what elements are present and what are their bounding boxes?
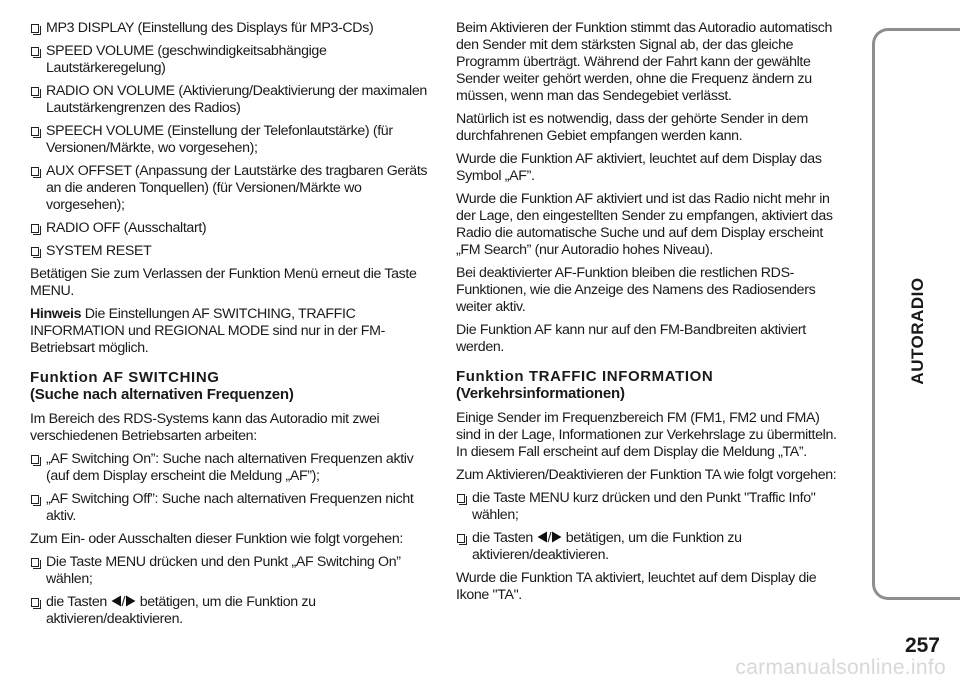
list-item: [30, 451, 428, 485]
checkbox-bullet-icon: [31, 247, 39, 256]
paragraph: Wurde die Funktion AF aktiviert, leuchtet auf dem Display das Symbol „AF”.: [456, 151, 822, 184]
list-item: [30, 123, 428, 157]
heading-line: Funktion TRAFFIC INFORMATION: [456, 368, 714, 385]
list-item: [456, 490, 838, 524]
checkbox-bullet-icon: [31, 87, 39, 96]
paragraph: Wurde die Funktion AF aktiviert und ist das Radio nicht mehr in der Lage, den eingestellten Sender zu empfangen, aktiviert das Radio die automatische Suche und auf dem Display erscheint „FM Search” (nur Autoradio hohes Niveau).: [456, 191, 833, 258]
paragraph: Bei deaktivierter AF-Funktion bleiben die restlichen RDS-Funktionen, wie die Anzeige des Namens des Radiosenders weiter aktiv.: [456, 265, 816, 315]
checkbox-bullet-icon: [31, 455, 39, 464]
step-post: betätigen, um die Funktion zu aktivieren/deaktivieren.: [46, 594, 316, 627]
list-item: [30, 163, 428, 214]
section-heading-af: [30, 369, 428, 403]
list-item: [30, 554, 428, 588]
step-pre: die Tasten: [472, 530, 533, 546]
list-item: [456, 530, 838, 564]
item-text: AUX OFFSET (Anpassung der Lautstärke des tragbaren Geräts an die anderen Tonquellen) (für Versionen/Märkte wo vorgesehen);: [46, 163, 428, 213]
list-item: [30, 594, 428, 628]
heading-line: (Suche nach alternativen Frequenzen): [30, 386, 294, 403]
checkbox-bullet-icon: [31, 558, 39, 567]
item-text: „AF Switching On”: Suche nach alternativen Frequenzen aktiv (auf dem Display erscheint die Meldung „AF”);: [46, 451, 414, 484]
ta-switch-intro: Zum Aktivieren/Deaktivieren der Funktion TA wie folgt vorgehen:: [456, 467, 837, 483]
page-number: 257: [904, 634, 940, 657]
checkbox-bullet-icon: [457, 494, 465, 503]
af-switch-intro: Zum Ein- oder Ausschalten dieser Funktion wie folgt vorgehen:: [30, 531, 403, 547]
checkbox-bullet-icon: [31, 495, 39, 504]
ta-end: Wurde die Funktion TA aktiviert, leuchtet auf dem Display die Ikone "TA".: [456, 570, 817, 603]
triangle-right-icon: [551, 531, 562, 543]
list-item: [30, 20, 428, 37]
item-text: „AF Switching Off”: Suche nach alternativen Frequenzen nicht aktiv.: [46, 491, 414, 524]
step-slash: /: [547, 530, 552, 546]
checkbox-bullet-icon: [31, 127, 39, 136]
item-text: RADIO OFF (Ausschaltart): [46, 220, 207, 236]
chapter-label: AUTORADIO: [907, 277, 927, 385]
checkbox-bullet-icon: [31, 24, 39, 33]
item-text: SYSTEM RESET: [46, 243, 152, 259]
list-item: [30, 83, 428, 117]
checkbox-bullet-icon: [31, 224, 39, 233]
item-text: SPEECH VOLUME (Einstellung der Telefonlautstärke) (für Versionen/Märkte, wo vorgesehen);: [46, 123, 393, 156]
item-text: SPEED VOLUME (geschwindigkeitsabhängige Lautstärkeregelung): [46, 43, 327, 76]
paragraph: Natürlich ist es notwendig, dass der gehörte Sender in dem durchfahrenen Gebiet empfangen werden kann.: [456, 111, 808, 144]
step-slash: /: [121, 594, 126, 610]
item-text: MP3 DISPLAY (Einstellung des Displays für MP3-CDs): [46, 20, 374, 36]
checkbox-bullet-icon: [31, 47, 39, 56]
paragraph: Die Funktion AF kann nur auf den FM-Bandbreiten aktiviert werden.: [456, 322, 806, 355]
heading-line: Funktion AF SWITCHING: [30, 369, 220, 386]
step-post: betätigen, um die Funktion zu aktivieren/deaktivieren.: [472, 530, 742, 563]
checkbox-bullet-icon: [457, 534, 465, 543]
triangle-left-icon: [111, 595, 122, 607]
exit-instruction: Betätigen Sie zum Verlassen der Funktion Menü erneut die Taste MENU.: [30, 266, 417, 299]
ta-intro: Einige Sender im Frequenzbereich FM (FM1, FM2 und FMA) sind in der Lage, Informationen zur Verkehrslage zu übermitteln. In diesem Fall erscheint auf dem Display die Meldung „TA”.: [456, 410, 837, 460]
hinweis-note: [30, 306, 428, 357]
triangle-left-icon: [537, 531, 548, 543]
list-item: [30, 43, 428, 77]
left-column: [30, 20, 428, 634]
list-item: [30, 220, 428, 237]
item-text: Die Taste MENU drücken und den Punkt „AF Switching On” wählen;: [46, 554, 401, 587]
paragraph: Beim Aktivieren der Funktion stimmt das Autoradio automatisch den Sender mit dem stärksten Signal ab, der das gleiche Programm überträgt. Während der Fahrt kann der gewählte Sender weiter gehört werden, ohne die Frequenz ändern zu müssen, wenn man das Sendegebiet verlässt.: [456, 20, 833, 104]
right-column: [456, 20, 838, 610]
section-heading-ta: [456, 368, 838, 402]
checkbox-bullet-icon: [31, 167, 39, 176]
chapter-side-tab: [872, 28, 960, 600]
step-pre: die Tasten: [46, 594, 107, 610]
list-item: [30, 243, 428, 260]
item-text: RADIO ON VOLUME (Aktivierung/Deaktivierung der maximalen Lautstärkengrenzen des Radios): [46, 83, 427, 116]
watermark: carmanualsonline.info: [735, 656, 946, 679]
af-intro: Im Bereich des RDS-Systems kann das Autoradio mit zwei verschiedenen Betriebsarten arbeiten:: [30, 411, 380, 444]
heading-line: (Verkehrsinformationen): [456, 385, 625, 402]
item-text: die Taste MENU kurz drücken und den Punkt "Traffic Info" wählen;: [472, 490, 816, 523]
list-item: [30, 491, 428, 525]
triangle-right-icon: [125, 595, 136, 607]
checkbox-bullet-icon: [31, 598, 39, 607]
hinweis-label: Hinweis: [30, 306, 82, 322]
hinweis-text: Die Einstellungen AF SWITCHING, TRAFFIC INFORMATION und REGIONAL MODE sind nur in der FM-Betriebsart möglich.: [30, 306, 385, 356]
